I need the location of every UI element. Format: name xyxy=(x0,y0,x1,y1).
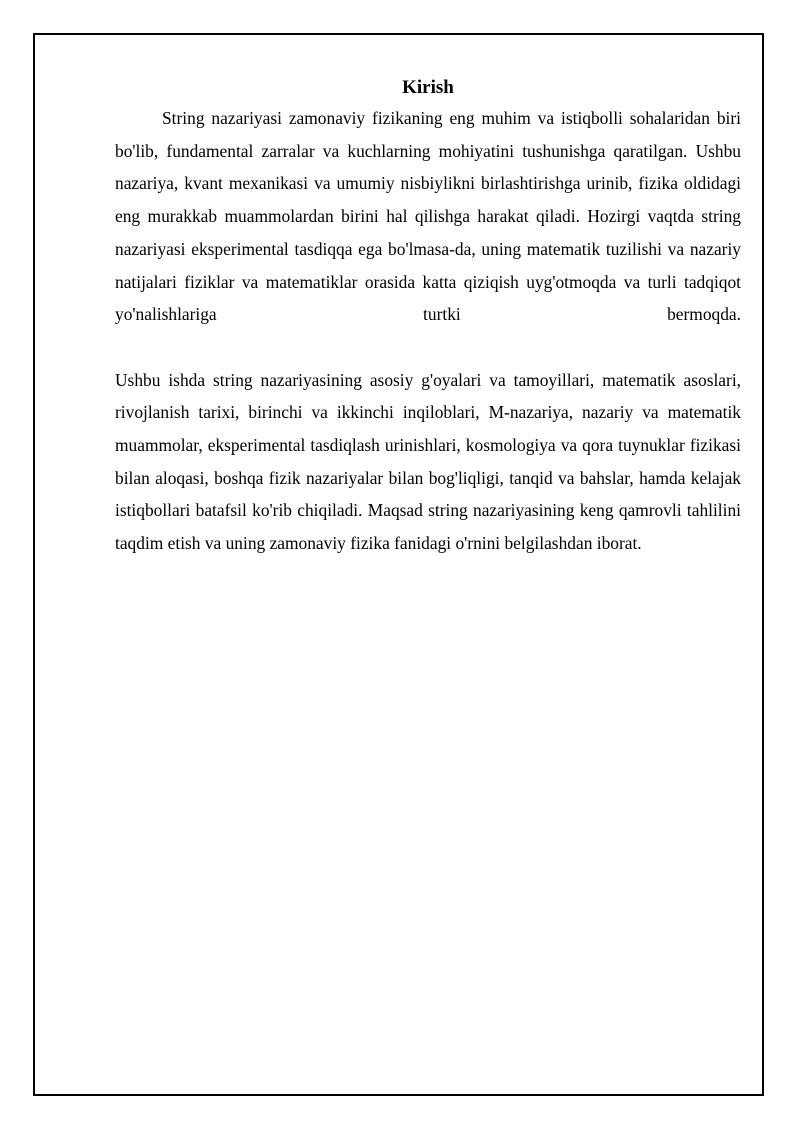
document-body xyxy=(115,74,741,560)
intro-paragraph: String nazariyasi zamonaviy fizikaning eng muhim va istiqbolli sohalaridan biri bo'lib, fundamental zarralar va kuchlarning mohiyatini tushunishga qaratilgan. Ushbu nazariya, kvant mexanikasi va umumiy nisbiylikni birlashtirishga urinib, fizika oldidagi eng murakkab muammolardan birini hal qilishga harakat qiladi. Hozirgi vaqtda string nazariyasi eksperimental tasdiqqa ega bo'lmasa-da, uning matematik tuzilishi va nazariy natijalari fiziklar va matematiklar orasida katta qiziqish uyg'otmoqda va turli tadqiqot yo'nalishlariga turtki bermoqda. xyxy=(115,108,741,325)
section-heading: Kirish xyxy=(402,77,454,98)
paragraph-spacer xyxy=(115,331,741,364)
scope-paragraph: Ushbu ishda string nazariyasining asosiy g'oyalari va tamoyillari, matematik asoslari, rivojlanish tarixi, birinchi va ikkinchi inqiloblari, M-nazariya, nazariy va matematik muammolar, eksperimental tasdiqlash urinishlari, kosmologiya va qora tuynuklar fizikasi bilan aloqasi, boshqa fizik nazariyalar bilan bog'liqligi, tanqid va bahslar, hamda kelajak istiqbollari batafsil ko'rib chiqiladi. Maqsad string nazariyasining keng qamrovli tahlilini taqdim etish va uning zamonaviy fizika fanidagi o'rnini belgilashdan iborat. xyxy=(115,369,741,554)
